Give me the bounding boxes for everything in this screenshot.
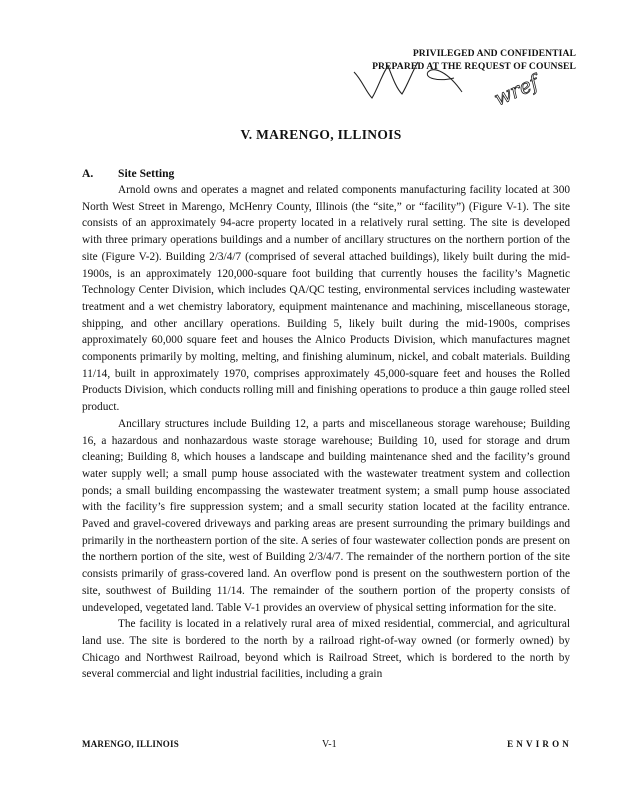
section-heading <box>82 167 174 180</box>
page-footer <box>82 739 572 753</box>
body-text <box>82 182 570 683</box>
stamp-line-1: PRIVILEGED AND CONFIDENTIAL <box>412 48 576 59</box>
paragraph: Ancillary structures include Building 12, a parts and miscellaneous storage warehouse; Building 16, a hazardous and nonhazardous waste storage warehouse; Building 10, used for storage and drum cleaning; Building 8, which houses a landscape and building maintenance shed and the facility’s ground water supply well; a small pump house associated with the wastewater treatment system and collection ponds; a small building encompassing the wastewater treatment system; a small pump house associated with the facility’s fire suppression system; and a small security station located at the facility entrance. Paved and gravel-covered driveways and parking areas are present surrounding the primary buildings and primarily in the northeastern portion of the site. A series of four wastewater collection ponds are present on the northern portion of the site, west of Building 2/3/4/7. The remainder of the northern portion of the site consists primarily of grass-covered land. An overflow pond is present on the southwestern portion of the site, southwest of Building 11/14. The remainder of the southern portion of the property consists of undeveloped, vegetated land. Table V-1 provides an overview of physical setting information for the site. <box>82 417 570 614</box>
signature-text: wref <box>490 69 542 111</box>
footer-location: MARENGO, ILLINOIS <box>82 739 179 749</box>
page-title: V. MARENGO, ILLINOIS <box>240 127 402 142</box>
footer-company: ENVIRON <box>507 739 572 749</box>
paragraph: Arnold owns and operates a magnet and related components manufacturing facility located at 300 North West Street in Marengo, McHenry County, Illinois (the “site,” or “facility”) (Figure V-1). The site consists of an approximately 94-acre property located in a relatively rural setting. The site is developed with three primary operations buildings and a number of ancillary structures on the northern portion of the site (Figure V-2). Building 2/3/4/7 (comprised of several attached buildings), likely built during the mid-1900s, is an approximately 120,000-square foot building that currently houses the facility’s Magnetic Technology Center Division, which includes QA/QC testing, environmental services including wastewater treatment and a wet chemistry laboratory, equipment maintenance and machining, miscellaneous storage, shipping, and other ancillary operations. Building 5, likely built during the mid-1900s, comprises approximately 60,000 square feet and houses the Alnico Products Division, which manufactures magnet components primarily by molting, melting, and finishing aluminum, nickel, and cobalt materials. Building 11/14, built in approximately 1970, comprises approximately 45,000-square feet and houses the Rolled Products Division, which conducts rolling mill and finishing operations to produce a thin gauge rolled steel product. <box>82 184 570 414</box>
section-title: Site Setting <box>118 167 175 180</box>
handwritten-signature <box>352 52 552 112</box>
page-number: V-1 <box>322 739 337 750</box>
paragraph: The facility is located in a relatively rural area of mixed residential, commercial, and agricultural land use. The site is bordered to the north by a railroad right-of-way owned (or formerly owned) by Chicago and Northwest Railroad, beyond which is Railroad Street, which is bordered to the north by several commercial and light industrial facilities, including a grain <box>82 618 570 681</box>
stamp-line-2: PREPARED AT THE REQUEST OF COUNSEL <box>372 61 576 72</box>
section-number: A. <box>82 167 94 180</box>
